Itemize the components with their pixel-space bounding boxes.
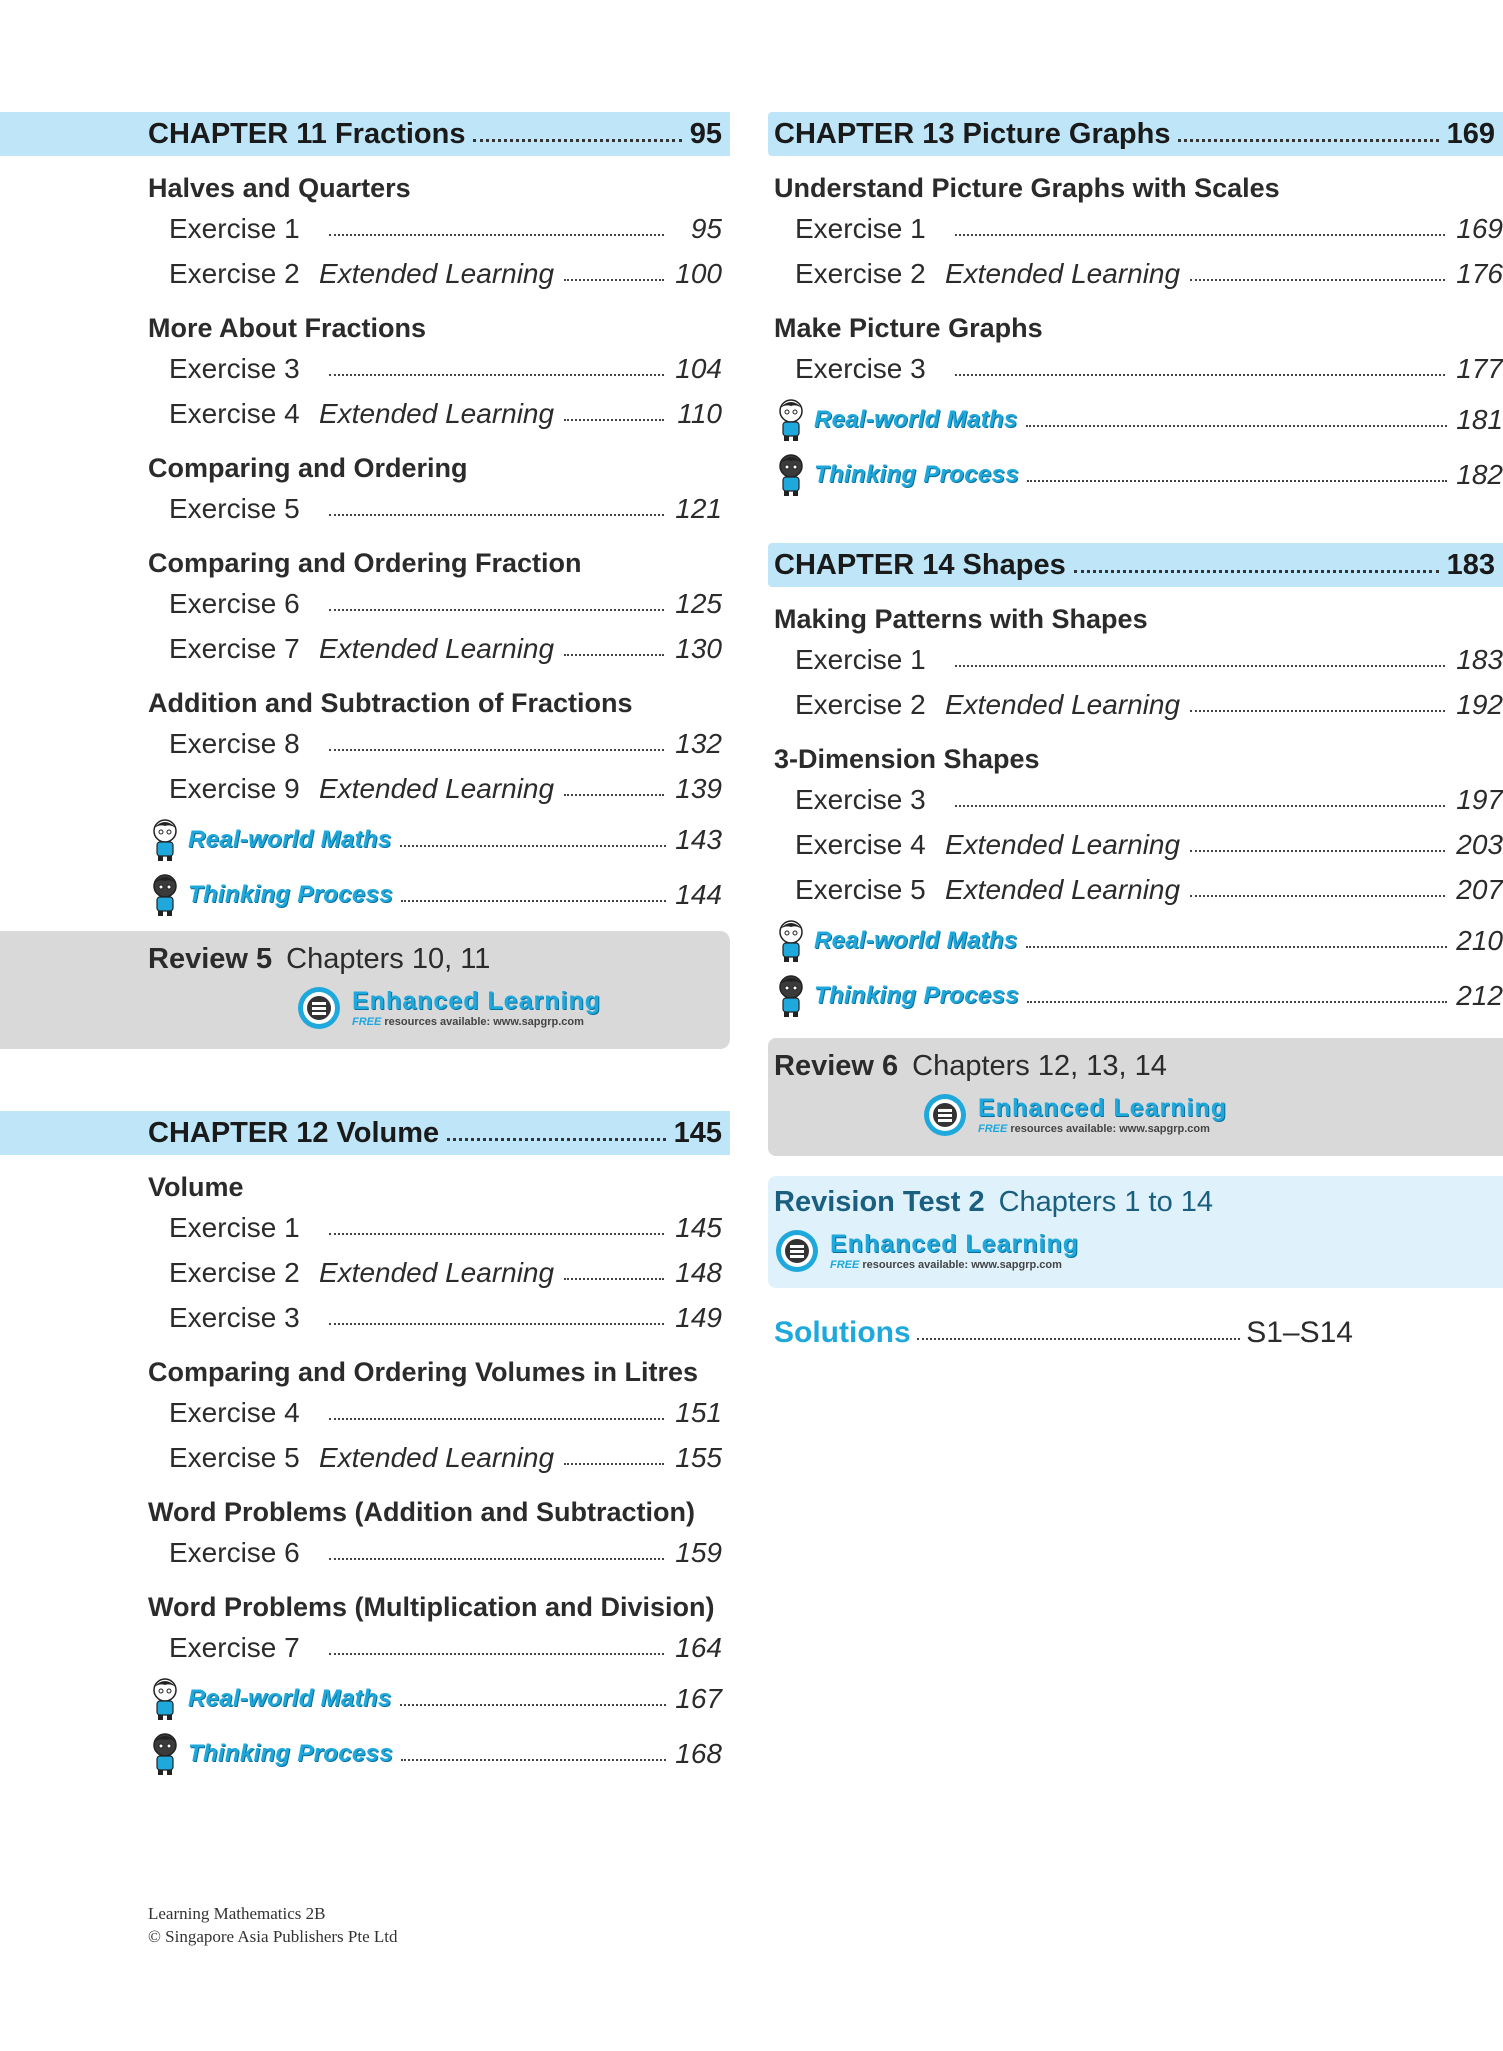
- exercise-row[interactable]: [774, 251, 1503, 296]
- real-world-maths-label: Real-world Maths: [188, 1684, 392, 1712]
- solutions-row[interactable]: [768, 1316, 1503, 1350]
- real-world-maths-page-number: 210: [1456, 924, 1503, 956]
- exercise-page-number: 149: [675, 1301, 722, 1333]
- dot-leader: [1027, 480, 1447, 482]
- extended-learning-label: Extended Learning: [945, 828, 1181, 860]
- enhanced-learning-text: [830, 1229, 1079, 1271]
- chapter-contents: [0, 1169, 730, 1780]
- dot-leader: [1026, 946, 1448, 948]
- exercise-label: Exercise 2: [795, 688, 926, 720]
- thinking-process-page-number: 212: [1456, 979, 1503, 1011]
- exercise-page-number: 164: [675, 1631, 722, 1663]
- exercise-page-number: 177: [1456, 352, 1503, 384]
- mascot-icon: [774, 974, 808, 1018]
- exercise-row[interactable]: [148, 1250, 722, 1295]
- resources-text: resources available: www.sapgrp.com: [1010, 1122, 1210, 1135]
- exercise-label: Exercise 8: [169, 727, 300, 759]
- exercise-label: Exercise 2: [795, 257, 926, 289]
- chapter-header[interactable]: [768, 112, 1503, 156]
- enhanced-learning-icon: [296, 985, 342, 1031]
- section-heading: Understand Picture Graphs with Scales: [774, 173, 1280, 203]
- resources-text: resources available: www.sapgrp.com: [862, 1258, 1062, 1271]
- exercise-page-number: 121: [675, 492, 722, 524]
- resources-text: resources available: www.sapgrp.com: [384, 1015, 584, 1028]
- section-heading: Halves and Quarters: [148, 173, 411, 203]
- review-6-chapters: Chapters 12, 13, 14: [912, 1050, 1167, 1082]
- exercise-page-number: 169: [1456, 212, 1503, 244]
- dot-leader: [564, 1278, 664, 1280]
- section-heading: Comparing and Ordering: [148, 453, 468, 483]
- exercise-page-number: 110: [677, 397, 722, 429]
- enhanced-learning-text: [978, 1093, 1227, 1135]
- exercise-row[interactable]: [148, 581, 722, 626]
- real-world-maths-page-number: 167: [675, 1682, 722, 1714]
- exercise-page-number: 125: [675, 587, 722, 619]
- dot-leader: [401, 900, 666, 902]
- enhanced-learning-badge[interactable]: [296, 985, 722, 1031]
- solutions-page: S1–S14: [1246, 1316, 1353, 1349]
- dot-leader: [329, 1323, 664, 1325]
- exercise-label: Exercise 9: [169, 772, 300, 804]
- exercise-row[interactable]: [774, 682, 1503, 727]
- exercise-row[interactable]: [148, 486, 722, 531]
- exercise-label: Exercise 3: [795, 352, 926, 384]
- chapter-contents: [0, 170, 730, 921]
- exercise-label: Exercise 3: [169, 352, 300, 384]
- dot-leader: [955, 234, 1445, 236]
- chapter-page-number: 95: [689, 117, 722, 150]
- enhanced-learning-icon: [922, 1092, 968, 1138]
- dot-leader: [329, 514, 664, 516]
- revision-test-2-box: [768, 1176, 1503, 1288]
- exercise-page-number: 183: [1456, 643, 1503, 675]
- enhanced-learning-text: [352, 986, 601, 1028]
- extended-learning-label: Extended Learning: [319, 632, 555, 664]
- exercise-label: Exercise 6: [169, 1536, 300, 1568]
- extended-learning-label: Extended Learning: [319, 257, 555, 289]
- exercise-label: Exercise 1: [169, 212, 300, 244]
- dot-leader: [329, 1653, 664, 1655]
- extended-learning-label: Extended Learning: [945, 688, 1181, 720]
- real-world-maths-page-number: 143: [675, 823, 722, 855]
- dot-leader: [564, 654, 664, 656]
- thinking-process-row[interactable]: [774, 448, 1503, 501]
- mascot-icon: [148, 1677, 182, 1721]
- dot-leader: [473, 139, 681, 142]
- dot-leader: [329, 749, 664, 751]
- dot-leader: [564, 419, 664, 421]
- extended-learning-label: Extended Learning: [319, 1256, 555, 1288]
- exercise-row[interactable]: [148, 721, 722, 766]
- exercise-page-number: 197: [1456, 783, 1503, 815]
- dot-leader: [564, 794, 664, 796]
- exercise-page-number: 145: [675, 1211, 722, 1243]
- thinking-process-row[interactable]: [148, 1727, 722, 1780]
- dot-leader: [329, 609, 664, 611]
- section-heading: Volume: [148, 1172, 244, 1202]
- exercise-row[interactable]: [774, 346, 1503, 391]
- real-world-maths-row[interactable]: [148, 1672, 722, 1725]
- exercise-label: Exercise 4: [795, 828, 926, 860]
- exercise-row[interactable]: [148, 346, 722, 391]
- exercise-label: Exercise 7: [169, 1631, 300, 1663]
- chapter-12-block: [0, 1111, 730, 1780]
- exercise-row[interactable]: [148, 1390, 722, 1435]
- exercise-row[interactable]: [148, 206, 722, 251]
- thinking-process-page-number: 144: [675, 878, 722, 910]
- exercise-label: Exercise 5: [795, 873, 926, 905]
- thinking-process-label: Thinking Process: [814, 460, 1019, 488]
- mascot-icon: [774, 398, 808, 442]
- chapter-14-block: [768, 543, 1503, 1022]
- dot-leader: [1027, 1001, 1447, 1003]
- dot-leader: [1074, 570, 1439, 573]
- exercise-label: Exercise 7: [169, 632, 300, 664]
- dot-leader: [329, 1418, 664, 1420]
- dot-leader: [447, 1138, 665, 1141]
- exercise-row[interactable]: [148, 766, 722, 811]
- section-heading: Comparing and Ordering Volumes in Litres: [148, 1357, 699, 1387]
- real-world-maths-row[interactable]: [774, 914, 1503, 967]
- exercise-row[interactable]: [148, 251, 722, 296]
- extended-learning-label: Extended Learning: [319, 772, 555, 804]
- enhanced-learning-badge[interactable]: [774, 1228, 1503, 1274]
- thinking-process-page-number: 168: [675, 1737, 722, 1769]
- exercise-page-number: 139: [675, 772, 722, 804]
- section-heading: Addition and Subtraction of Fractions: [148, 688, 633, 718]
- dot-leader: [955, 374, 1445, 376]
- dot-leader: [1190, 279, 1445, 281]
- exercise-label: Exercise 5: [169, 1441, 300, 1473]
- enhanced-learning-title: Enhanced Learning: [978, 1093, 1227, 1122]
- chapter-title: CHAPTER 12 Volume: [148, 1116, 440, 1149]
- mascot-icon: [148, 1732, 182, 1776]
- thinking-process-row[interactable]: [148, 868, 722, 921]
- exercise-row[interactable]: [774, 777, 1503, 822]
- real-world-maths-row[interactable]: [148, 813, 722, 866]
- footer-copyright: © Singapore Asia Publishers Pte Ltd: [148, 1927, 398, 1946]
- exercise-page-number: 151: [675, 1396, 722, 1428]
- dot-leader: [329, 1233, 664, 1235]
- exercise-row[interactable]: [148, 1435, 722, 1480]
- dot-leader: [1190, 710, 1445, 712]
- chapter-page-number: 145: [673, 1116, 722, 1149]
- exercise-label: Exercise 4: [169, 1396, 300, 1428]
- extended-learning-label: Extended Learning: [945, 873, 1181, 905]
- dot-leader: [1190, 895, 1445, 897]
- exercise-label: Exercise 3: [795, 783, 926, 815]
- dot-leader: [917, 1338, 1241, 1340]
- chapter-header[interactable]: [0, 1111, 730, 1155]
- mascot-icon: [148, 818, 182, 862]
- enhanced-learning-badge[interactable]: [922, 1092, 1495, 1138]
- exercise-page-number: 130: [675, 632, 722, 664]
- dot-leader: [401, 1759, 666, 1761]
- extended-learning-label: Extended Learning: [945, 257, 1181, 289]
- exercise-label: Exercise 2: [169, 1256, 300, 1288]
- dot-leader: [400, 845, 667, 847]
- free-label: FREE: [978, 1122, 1008, 1135]
- exercise-page-number: 100: [675, 257, 722, 289]
- dot-leader: [1026, 425, 1448, 427]
- thinking-process-page-number: 182: [1456, 458, 1503, 490]
- section-heading: Comparing and Ordering Fraction: [148, 548, 582, 578]
- exercise-row[interactable]: [148, 1295, 722, 1340]
- exercise-label: Exercise 5: [169, 492, 300, 524]
- dot-leader: [329, 1558, 664, 1560]
- exercise-page-number: 155: [675, 1441, 722, 1473]
- section-heading: Making Patterns with Shapes: [774, 604, 1148, 634]
- section-heading: More About Fractions: [148, 313, 427, 343]
- revision-test-2-chapters: Chapters 1 to 14: [998, 1186, 1214, 1218]
- real-world-maths-page-number: 181: [1456, 403, 1503, 435]
- thinking-process-row[interactable]: [774, 969, 1503, 1022]
- exercise-row[interactable]: [148, 391, 722, 436]
- exercise-label: Exercise 1: [169, 1211, 300, 1243]
- review-6-box: [768, 1038, 1503, 1156]
- chapter-header[interactable]: [0, 112, 730, 156]
- solutions-label: Solutions: [774, 1316, 911, 1349]
- extended-learning-label: Extended Learning: [319, 1441, 555, 1473]
- enhanced-learning-title: Enhanced Learning: [830, 1229, 1079, 1258]
- chapter-title: CHAPTER 11 Fractions: [148, 117, 466, 150]
- exercise-row[interactable]: [774, 822, 1503, 867]
- review-5-box: [0, 931, 730, 1049]
- mascot-icon: [148, 873, 182, 917]
- revision-test-2-title: Revision Test 2: [774, 1186, 985, 1218]
- exercise-row[interactable]: [774, 637, 1503, 682]
- left-column: [0, 112, 730, 1780]
- enhanced-learning-subtitle: [830, 1260, 1079, 1271]
- section-heading: Make Picture Graphs: [774, 313, 1043, 343]
- dot-leader: [955, 665, 1445, 667]
- exercise-row[interactable]: [148, 1205, 722, 1250]
- exercise-label: Exercise 1: [795, 212, 926, 244]
- exercise-page-number: 176: [1456, 257, 1503, 289]
- enhanced-learning-title: Enhanced Learning: [352, 986, 601, 1015]
- mascot-icon: [774, 453, 808, 497]
- exercise-page-number: 207: [1456, 873, 1503, 905]
- exercise-label: Exercise 2: [169, 257, 300, 289]
- chapter-page-number: 169: [1446, 117, 1495, 150]
- exercise-row[interactable]: [774, 206, 1503, 251]
- exercise-label: Exercise 6: [169, 587, 300, 619]
- dot-leader: [400, 1704, 667, 1706]
- dot-leader: [564, 279, 664, 281]
- section-heading: 3-Dimension Shapes: [774, 744, 1040, 774]
- free-label: FREE: [352, 1015, 382, 1028]
- review-6-title: Review 6: [774, 1050, 899, 1082]
- footer: [148, 1902, 398, 1948]
- section-heading: Word Problems (Addition and Subtraction): [148, 1497, 695, 1527]
- thinking-process-label: Thinking Process: [814, 981, 1019, 1009]
- exercise-row[interactable]: [774, 867, 1503, 912]
- exercise-label: Exercise 3: [169, 1301, 300, 1333]
- chapter-contents: [768, 170, 1503, 501]
- dot-leader: [329, 234, 664, 236]
- thinking-process-label: Thinking Process: [188, 1739, 393, 1767]
- mascot-icon: [774, 919, 808, 963]
- chapter-13-block: [768, 112, 1503, 501]
- real-world-maths-row[interactable]: [774, 393, 1503, 446]
- enhanced-learning-icon: [774, 1228, 820, 1274]
- real-world-maths-label: Real-world Maths: [814, 405, 1018, 433]
- exercise-page-number: 192: [1456, 688, 1503, 720]
- exercise-row[interactable]: [148, 1625, 722, 1670]
- exercise-page-number: 203: [1456, 828, 1503, 860]
- extended-learning-label: Extended Learning: [319, 397, 555, 429]
- real-world-maths-label: Real-world Maths: [814, 926, 1018, 954]
- enhanced-learning-subtitle: [352, 1017, 601, 1028]
- chapter-title: CHAPTER 14 Shapes: [774, 548, 1066, 581]
- exercise-page-number: 148: [675, 1256, 722, 1288]
- enhanced-learning-subtitle: [978, 1124, 1227, 1135]
- dot-leader: [1178, 139, 1438, 142]
- dot-leader: [564, 1463, 664, 1465]
- exercise-page-number: 132: [675, 727, 722, 759]
- review-5-title: Review 5: [148, 943, 273, 975]
- dot-leader: [329, 374, 664, 376]
- exercise-page-number: 95: [690, 212, 722, 244]
- exercise-row[interactable]: [148, 626, 722, 671]
- exercise-label: Exercise 4: [169, 397, 300, 429]
- thinking-process-label: Thinking Process: [188, 880, 393, 908]
- dot-leader: [955, 805, 1445, 807]
- chapter-title: CHAPTER 13 Picture Graphs: [774, 117, 1171, 150]
- dot-leader: [1190, 850, 1445, 852]
- exercise-label: Exercise 1: [795, 643, 926, 675]
- section-heading: Word Problems (Multiplication and Division): [148, 1592, 715, 1622]
- chapter-header[interactable]: [768, 543, 1503, 587]
- footer-book-title: Learning Mathematics 2B: [148, 1904, 326, 1923]
- chapter-page-number: 183: [1446, 548, 1495, 581]
- free-label: FREE: [830, 1258, 860, 1271]
- real-world-maths-label: Real-world Maths: [188, 825, 392, 853]
- review-5-chapters: Chapters 10, 11: [286, 943, 491, 975]
- exercise-page-number: 159: [675, 1536, 722, 1568]
- chapter-contents: [768, 601, 1503, 1022]
- chapter-11-block: [0, 112, 730, 921]
- exercise-row[interactable]: [148, 1530, 722, 1575]
- exercise-page-number: 104: [675, 352, 722, 384]
- right-column: [768, 112, 1503, 1350]
